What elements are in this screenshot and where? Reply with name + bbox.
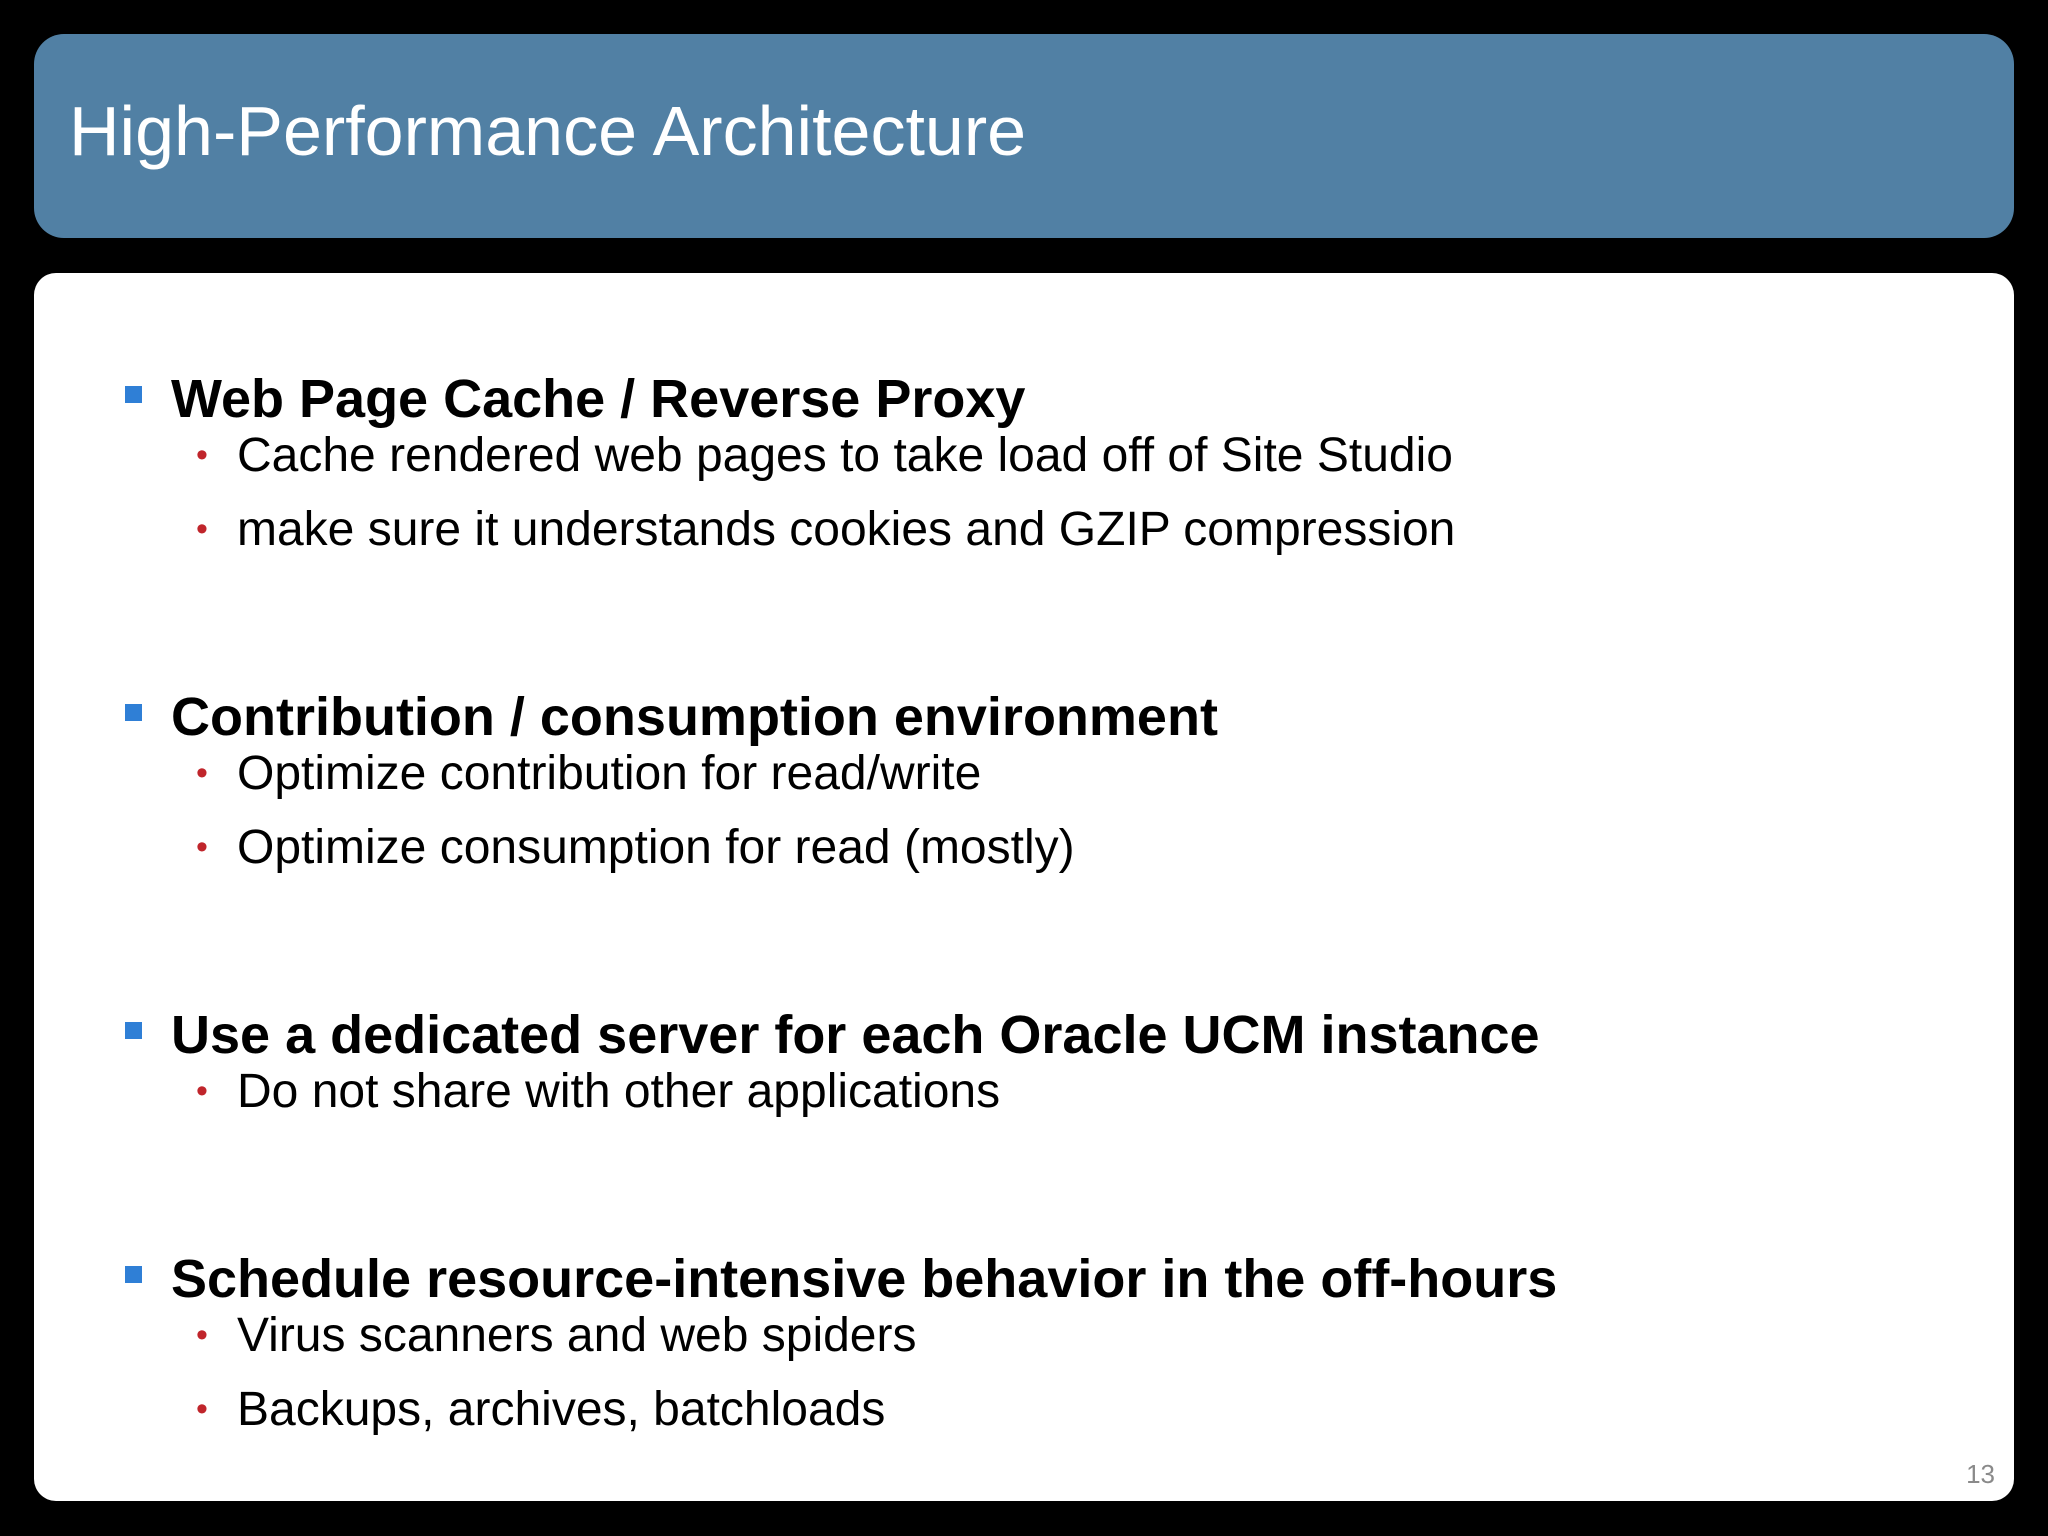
square-bullet-icon xyxy=(125,1022,142,1039)
list-item-text: Cache rendered web pages to take load off of Site Studio xyxy=(237,429,1453,482)
list-item-text: Do not share with other applications xyxy=(237,1065,1001,1118)
dot-bullet-icon: • xyxy=(196,1072,208,1110)
section-heading: Contribution / consumption environment xyxy=(171,687,1218,747)
list-item-text: Optimize contribution for read/write xyxy=(237,747,982,800)
dot-bullet-icon: • xyxy=(196,828,208,866)
dot-bullet-icon: • xyxy=(196,510,208,548)
dot-bullet-icon: • xyxy=(196,1316,208,1354)
title-bar xyxy=(34,34,2014,238)
slide-number: 13 xyxy=(1966,1459,1995,1489)
slide-title: High-Performance Architecture xyxy=(69,92,1027,170)
dot-bullet-icon: • xyxy=(196,754,208,792)
section-heading: Use a dedicated server for each Oracle UCM instance xyxy=(171,1005,1540,1065)
dot-bullet-icon: • xyxy=(196,436,208,474)
list-item-text: Backups, archives, batchloads xyxy=(237,1383,886,1436)
square-bullet-icon xyxy=(125,386,142,403)
square-bullet-icon xyxy=(125,704,142,721)
slide-body xyxy=(34,273,2014,1501)
section-heading: Web Page Cache / Reverse Proxy xyxy=(171,369,1026,429)
section-heading: Schedule resource-intensive behavior in the off-hours xyxy=(171,1249,1558,1309)
list-item-text: Virus scanners and web spiders xyxy=(237,1309,917,1362)
square-bullet-icon xyxy=(125,1266,142,1283)
dot-bullet-icon: • xyxy=(196,1390,208,1428)
list-item-text: make sure it understands cookies and GZIP compression xyxy=(237,503,1456,556)
list-item-text: Optimize consumption for read (mostly) xyxy=(237,821,1075,874)
